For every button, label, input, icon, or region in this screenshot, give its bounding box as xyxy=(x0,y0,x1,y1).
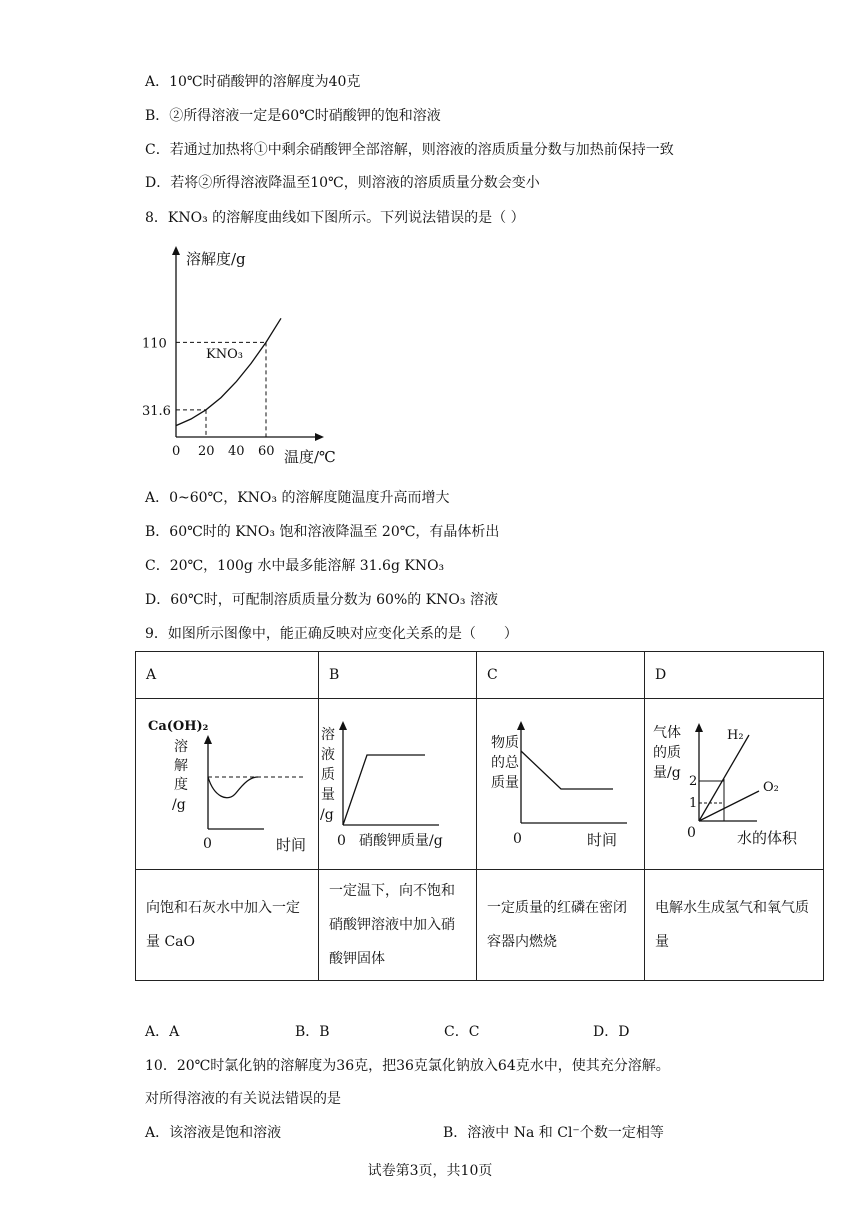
graph-b-ylabel: 液 xyxy=(321,747,335,763)
q7-option-a: A．10℃时硝酸钾的溶解度为40克 xyxy=(145,74,361,90)
graph-d-ylabel: 量/g xyxy=(653,765,681,781)
graph-a-ylabel: 解 xyxy=(174,758,188,774)
graph-b-origin: 0 xyxy=(337,833,346,849)
q9-graph-b-cell xyxy=(319,699,477,870)
graph-b-ylabel: 质 xyxy=(321,767,335,783)
graph-d-ylabel: 气体 xyxy=(653,725,681,741)
q8-option-d: D．60℃时，可配制溶质质量分数为 60%的 KNO₃ 溶液 xyxy=(145,592,498,608)
q8-y-tick-label: 110 xyxy=(142,336,167,352)
q8-option-c: C．20℃，100g 水中最多能溶解 31.6g KNO₃ xyxy=(145,558,445,574)
q9-desc-c: 一定质量的红磷在密闭容器内燃烧 xyxy=(477,870,645,981)
graph-a-ylabel-top: Ca(OH)₂ xyxy=(148,719,209,734)
graph-b-ylabel: 溶 xyxy=(321,727,335,743)
graph-c-origin: 0 xyxy=(513,831,522,847)
q9-table xyxy=(135,651,824,981)
q9-graph-a xyxy=(136,699,319,865)
graph-d-h2-label: H₂ xyxy=(727,728,744,743)
q9-answer-c: C．C xyxy=(444,1024,480,1040)
q9-graph-d-cell xyxy=(645,699,824,870)
q9-graph-a-cell xyxy=(136,699,319,870)
graph-c-ylabel: 物质 xyxy=(491,735,519,751)
graph-b-xlabel: 硝酸钾质量/g xyxy=(359,833,443,849)
graph-d-xlabel: 水的体积 xyxy=(737,829,798,847)
q8-x-axis-arrow xyxy=(315,433,324,441)
q10-option-a: A．该溶液是饱和溶液 xyxy=(145,1125,282,1141)
q8-x-tick-label: 40 xyxy=(228,444,245,459)
q9-desc-b: 一定温下，向不饱和硝酸钾溶液中加入硝酸钾固体 xyxy=(319,870,477,981)
q8-x-tick-label: 20 xyxy=(198,444,215,459)
q8-y-axis-label: 溶解度/g xyxy=(186,250,246,268)
graph-d-ylabel: 的质 xyxy=(653,745,681,761)
q8-option-a: A．0~60℃，KNO₃ 的溶解度随温度升高而增大 xyxy=(145,490,450,506)
graph-a-origin: 0 xyxy=(203,836,212,852)
q8-solubility-chart xyxy=(140,240,350,472)
graph-b-line xyxy=(343,755,425,825)
graph-a-curve xyxy=(208,777,258,798)
graph-d-ytick: 1 xyxy=(689,796,698,811)
q9-answer-d: D．D xyxy=(593,1024,630,1040)
q10-stem-line1: 10．20℃时氯化钠的溶解度为36克，把36克氯化钠放入64克水中，使其充分溶解。 xyxy=(145,1058,670,1074)
q8-series-label: KNO₃ xyxy=(206,346,243,362)
q7-option-b: B．②所得溶液一定是60℃时硝酸钾的饱和溶液 xyxy=(145,108,441,124)
q8-x-tick-label: 0 xyxy=(172,444,181,459)
q10-stem-line2: 对所得溶液的有关说法错误的是 xyxy=(145,1091,341,1107)
q8-option-b: B．60℃时的 KNO₃ 饱和溶液降温至 20℃，有晶体析出 xyxy=(145,524,500,540)
graph-a-ylabel: 度 xyxy=(174,777,188,793)
q9-answer-b: B．B xyxy=(295,1024,330,1040)
graph-a-ylabel: 溶 xyxy=(174,739,188,755)
graph-d-ytick: 2 xyxy=(689,774,698,789)
q9-graph-b xyxy=(319,699,477,865)
q9-desc-a: 向饱和石灰水中加入一定量 CaO xyxy=(136,870,319,981)
graph-b-ylabel: /g xyxy=(320,807,334,823)
q9-header-d: D xyxy=(645,652,824,699)
q9-header-c: C xyxy=(477,652,645,699)
q8-x-tick-label: 60 xyxy=(258,444,275,459)
q7-option-c: C．若通过加热将①中剩余硝酸钾全部溶解，则溶液的溶质质量分数与加热前保持一致 xyxy=(145,142,674,158)
graph-a-xlabel: 时间 xyxy=(276,836,307,854)
q9-graph-c-cell xyxy=(477,699,645,870)
graph-c-xlabel: 时间 xyxy=(587,831,618,849)
graph-b-ylabel: 量 xyxy=(321,787,335,803)
q8-y-tick-label: 31.6 xyxy=(142,403,171,419)
q10-option-b: B．溶液中 Na 和 Cl⁻个数一定相等 xyxy=(443,1125,664,1141)
graph-a-ylabel: /g xyxy=(172,797,186,813)
graph-c-ylabel: 质量 xyxy=(491,775,519,791)
q8-x-axis-label: 温度/℃ xyxy=(284,448,336,466)
graph-d-o2-label: O₂ xyxy=(763,780,779,795)
q9-desc-d: 电解水生成氢气和氧气质量 xyxy=(645,870,824,981)
q8-y-axis-arrow xyxy=(172,246,180,255)
graph-c-line xyxy=(521,751,613,789)
q9-header-a: A xyxy=(136,652,319,699)
q9-graph-d xyxy=(645,699,824,865)
page-footer: 试卷第3页，共10页 xyxy=(367,1163,493,1179)
q8-stem: 8．KNO₃ 的溶解度曲线如下图所示。下列说法错误的是（ ） xyxy=(145,210,525,226)
graph-d-origin: 0 xyxy=(687,825,696,841)
q9-stem: 9．如图所示图像中，能正确反映对应变化关系的是（ ） xyxy=(145,626,518,642)
q7-option-d: D．若将②所得溶液降温至10℃，则溶液的溶质质量分数会变小 xyxy=(145,175,540,191)
q9-answer-a: A．A xyxy=(145,1024,180,1040)
graph-c-ylabel: 的总 xyxy=(491,755,519,771)
q9-header-b: B xyxy=(319,652,477,699)
q9-graph-c xyxy=(477,699,645,865)
